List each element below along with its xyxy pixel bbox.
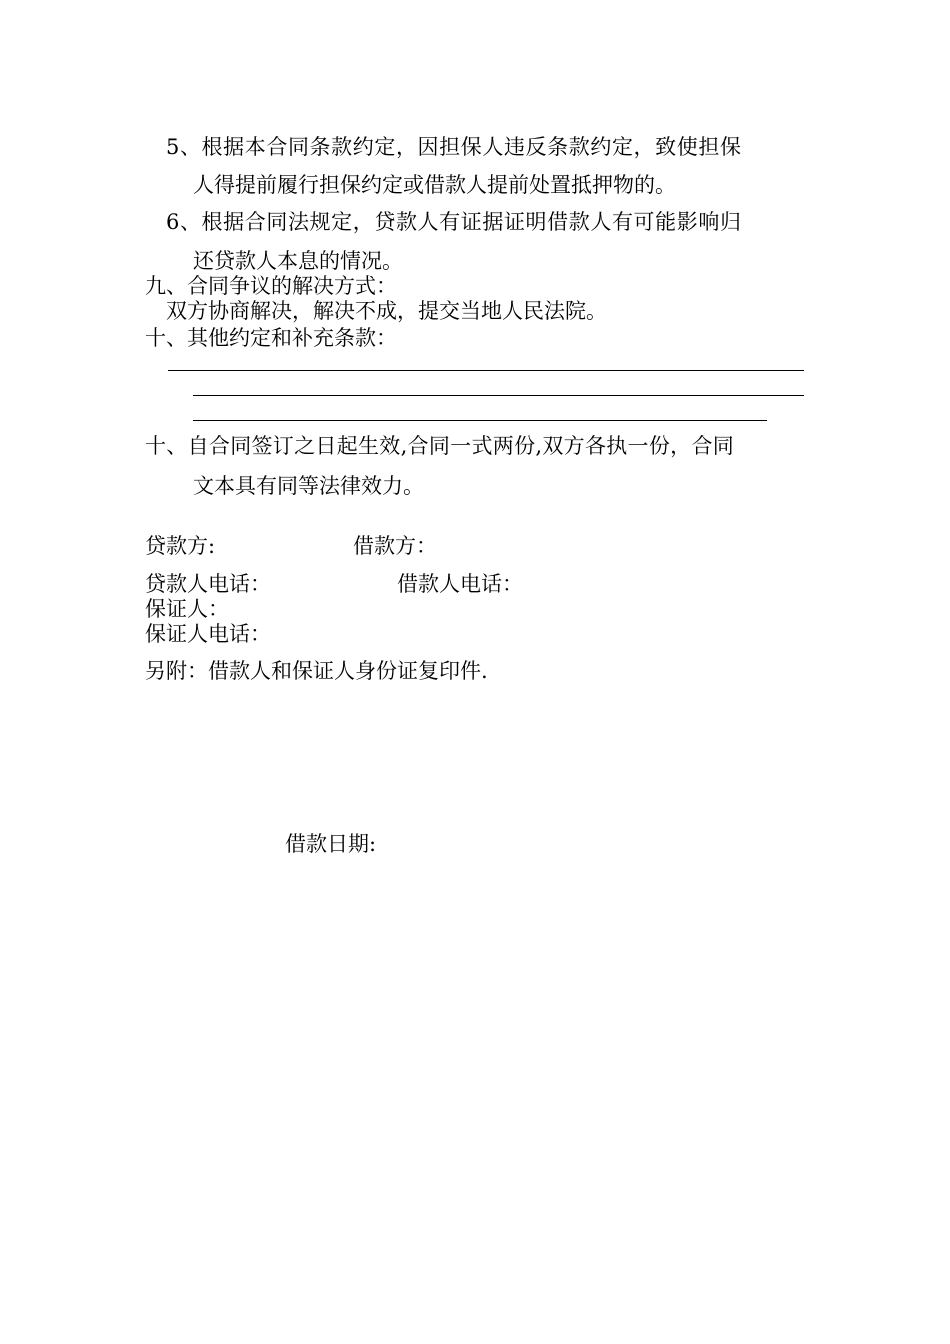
section-10-effect-line-1: 十、自合同签订之日起生效,合同一式两份,双方各执一份，合同	[145, 434, 735, 458]
clause-6-line-2: 还贷款人本息的情况。	[193, 249, 403, 273]
guarantor-phone-label: 保证人电话：	[145, 622, 271, 646]
blank-line-1	[168, 370, 804, 371]
attachment-note: 另附：借款人和保证人身份证复印件.	[145, 659, 488, 683]
blank-line-2	[193, 395, 804, 396]
loan-date-label: 借款日期:	[285, 832, 377, 856]
section-10-effect-line-2: 文本具有同等法律效力。	[193, 474, 424, 498]
section-9-body: 双方协商解决，解决不成，提交当地人民法院。	[166, 299, 607, 323]
section-9-heading: 九、合同争议的解决方式：	[145, 274, 397, 298]
blank-line-3	[193, 420, 767, 421]
borrower-label: 借款方：	[353, 534, 437, 558]
guarantor-label: 保证人：	[145, 597, 229, 621]
borrower-phone-label: 借款人电话：	[397, 572, 523, 596]
clause-6-line-1: 6、根据合同法规定，贷款人有证据证明借款人有可能影响归	[166, 210, 742, 234]
lender-label: 贷款方:	[145, 534, 216, 558]
lender-phone-label: 贷款人电话：	[145, 572, 271, 596]
clause-5-line-2: 人得提前履行担保约定或借款人提前处置抵押物的。	[193, 173, 676, 197]
clause-5-line-1: 5、根据本合同条款约定，因担保人违反条款约定，致使担保	[166, 135, 742, 159]
section-10-heading: 十、其他约定和补充条款：	[145, 326, 397, 350]
